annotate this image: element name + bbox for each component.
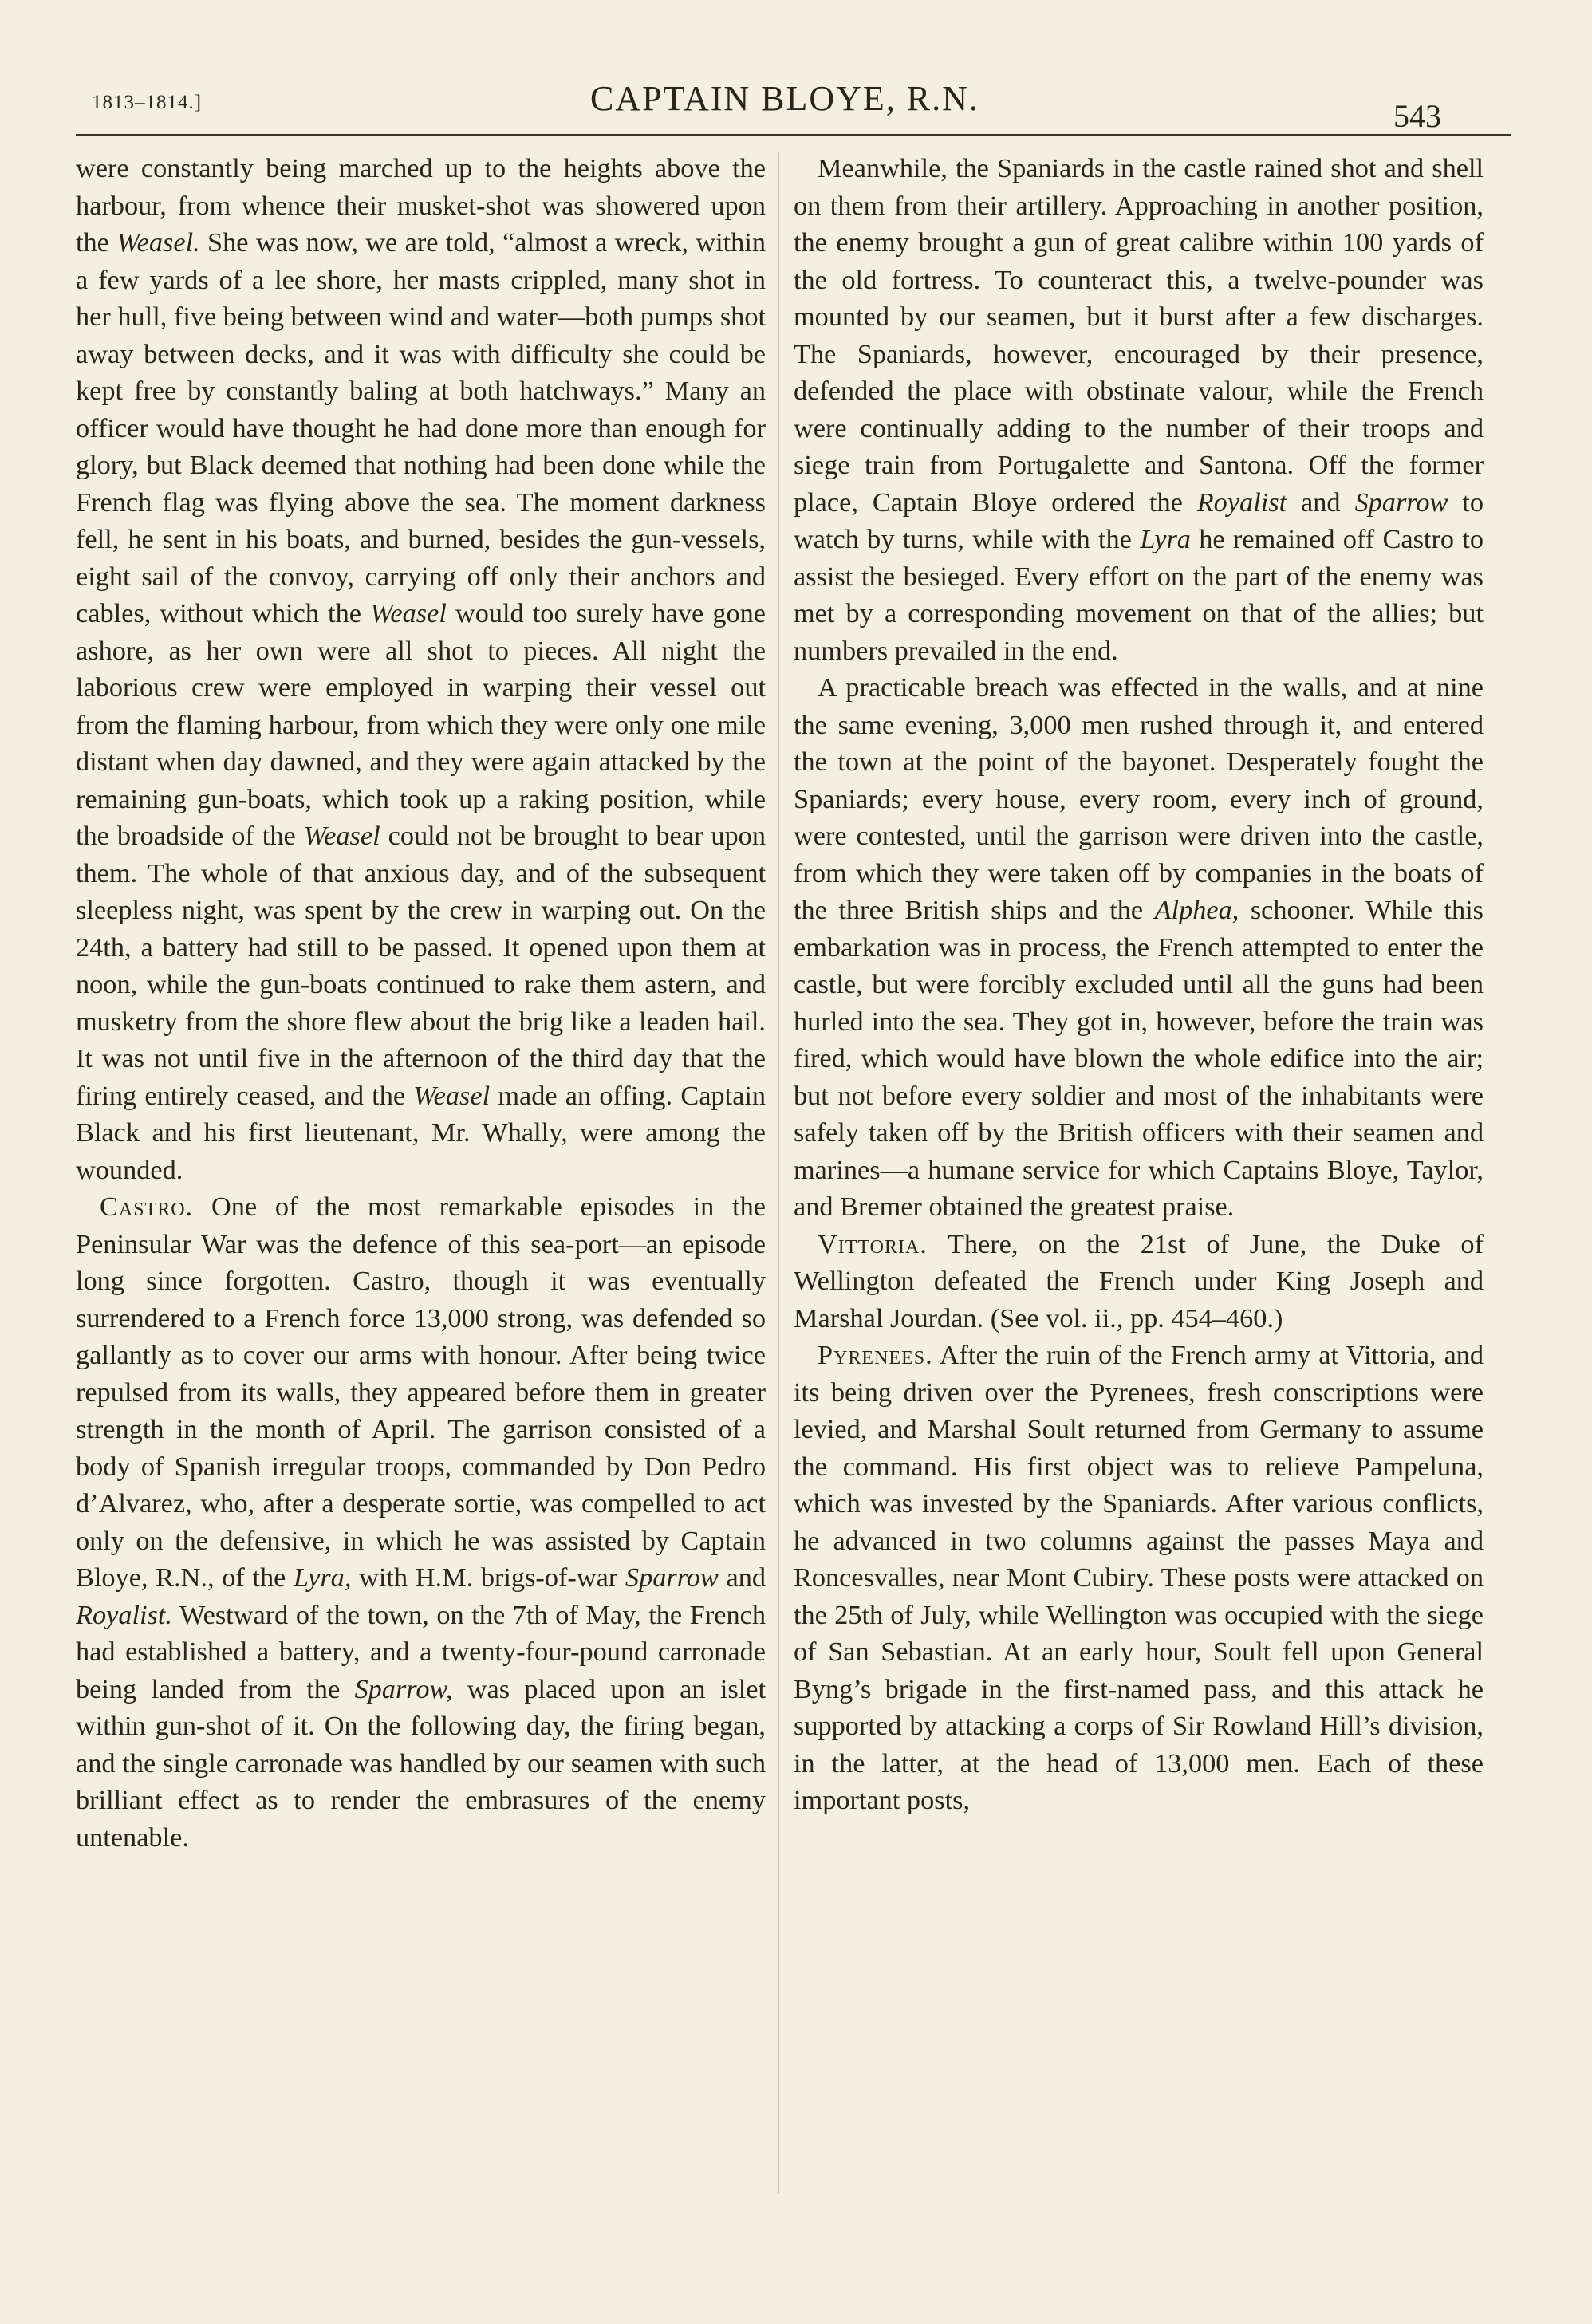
ship-name: Weasel.: [116, 227, 200, 258]
paragraph-castro: Castro. One of the most remarkable episodes in the Peninsular War was the defence of this sea-port—an episode long since forgotten. Castro, though it was eventually surrendered to a French force 13,000 strong, was defended so gallantly as to cover our arms with honour. After being twice repulsed from its walls, they appeared before them in greater strength in the month of April. The garrison consisted of a body of Spanish irregular troops, commanded by Don Pedro d’Alvarez, who, after a desperate sortie, was compelled to act only on the defensive, in which he was assisted by Captain Bloye, R.N., of the Lyra, with H.M. brigs-of-war Sparrow and Royalist. Westward of the town, on the 7th of May, the French had established a battery, and a twenty-four-pound carronade being landed from the Sparrow, was placed upon an islet within gun-shot of it. On the following day, the firing began, and the single carronade was handled by our seamen with such brilliant effect as to render the embrasures of the enemy untenable.: [76, 1192, 766, 1853]
ship-name: Sparrow: [625, 1562, 719, 1593]
column-divider: [778, 152, 779, 2193]
section-heading-vittoria: Vittoria.: [818, 1228, 928, 1259]
paragraph-castro-breach: A practicable breach was effected in the walls, and at nine the same evening, 3,000 men rushed through it, and entered the town at the point of the bayonet. Desperately fought the Spaniards; every house, every room, every inch of ground, were contested, until the garrison were driven into the castle, from which they were taken off by companies in the boats of the three British ships and the Alphea, schooner. While this embarkation was in process, the French attempted to enter the castle, but were forcibly excluded until all the guns had been hurled into the sea. They got in, however, before the train was fired, which would have blown the whole edifice into the air; but not before every soldier and most of the inhabitants were safely taken off by the British officers with their seamen and marines—a humane service for which Captains Bloye, Taylor, and Bremer obtained the greatest praise.: [794, 672, 1484, 1222]
left-column: [76, 150, 766, 1856]
right-column: [794, 150, 1484, 1819]
paragraph-castro-siege: Meanwhile, the Spaniards in the castle rained shot and shell on them from their artillery. Approaching in another position, the enemy brought a gun of great calibre within 100 yards of the old fortress. To counteract this, a twelve-pounder was mounted by our seamen, but it burst after a few discharges. The Spaniards, however, encouraged by their presence, defended the place with obstinate valour, while the French were continually adding to the number of their troops and siege train from Portugalette and Santona. Off the former place, Captain Bloye ordered the Royalist and Sparrow to watch by turns, while with the Lyra he remained off Castro to assist the besieged. Every effort on the part of the enemy was met by a corresponding movement on that of the allies; but numbers prevailed in the end.: [794, 153, 1484, 666]
ship-name: Sparrow,: [354, 1673, 453, 1704]
section-heading-pyrenees: Pyrenees.: [818, 1340, 933, 1370]
running-header: [0, 0, 1592, 140]
header-title: CAPTAIN BLOYE, R.N.: [590, 79, 979, 118]
ship-name: Lyra,: [294, 1562, 352, 1593]
ship-name: Weasel: [303, 821, 380, 851]
ship-name: Alphea,: [1154, 895, 1239, 925]
ship-name: Weasel: [413, 1080, 491, 1111]
paragraph-pyrenees: Pyrenees. After the ruin of the French army at Vittoria, and its being driven over the Pyrenees, fresh conscriptions were levied, and Marshal Soult returned from Germany to assume the command. His first object was to relieve Pampeluna, which was invested by the Spaniards. After various conflicts, he advanced in two columns against the passes Maya and Roncesvalles, near Mont Cubiry. These posts were attacked on the 25th of July, while Wellington was occupied with the siege of San Sebastian. At an early hour, Soult fell upon General Byng’s brigade in the first-named pass, and this attack he supported by attacking a corps of Sir Rowland Hill’s division, in the latter, at the head of 13,000 men. Each of these important posts,: [794, 1340, 1484, 1815]
ship-name: Sparrow: [1354, 486, 1448, 518]
ship-name: Royalist: [1196, 486, 1287, 518]
ship-name: Royalist.: [76, 1599, 172, 1630]
ship-name: Lyra: [1140, 524, 1191, 554]
header-years: 1813–1814.]: [92, 92, 203, 113]
header-rule: [76, 134, 1511, 136]
paragraph-weasel-escape: were constantly being marched up to the heights above the harbour, from whence their musket-shot was showered upon the Weasel. She was now, we are told, “almost a wreck, within a few yards of a lee shore, her masts crippled, many shot in her hull, five being between wind and water—both pumps shot away between decks, and it was with difficulty she could be kept free by constantly baling at both hatchways.” Many an officer would have thought he had done more than enough for glory, but Black deemed that nothing had been done while the French flag was flying above the sea. The moment darkness fell, he sent in his boats, and burned, besides the gun-vessels, eight sail of the convoy, carrying off only their anchors and cables, without which the Weasel would too surely have gone ashore, as her own were all shot to pieces. All night the laborious crew were employed in warping their vessel out from the flaming harbour, from which they were only one mile distant when day dawned, and they were again attacked by the remaining gun-boats, which took up a raking position, while the broadside of the Weasel could not be brought to bear upon them. The whole of that anxious day, and of the subsequent sleepless night, was spent by the crew in warping out. On the 24th, a battery had still to be passed. It opened upon them at noon, while the gun-boats continued to rake them astern, and musketry from the shore flew about the brig like a leaden hail. It was not until five in the afternoon of the third day that the firing entirely ceased, and the Weasel made an offing. Captain Black and his first lieutenant, Mr. Whally, were among the wounded.: [76, 153, 766, 1185]
ship-name: Weasel: [370, 598, 447, 628]
section-heading-castro: Castro.: [100, 1192, 194, 1222]
paragraph-vittoria: Vittoria. There, on the 21st of June, the Duke of Wellington defeated the French under King Joseph and Marshal Jourdan. (See vol. ii., pp. 454–460.): [794, 1228, 1484, 1333]
page-number: 543: [1393, 98, 1441, 134]
